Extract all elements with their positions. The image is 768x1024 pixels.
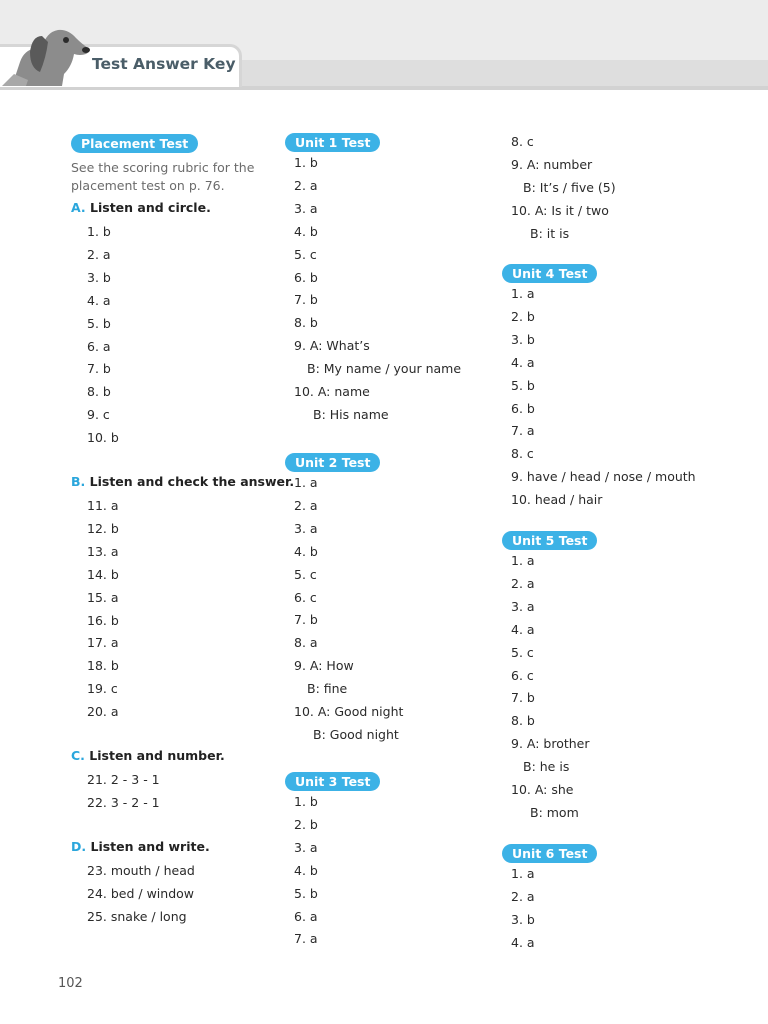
section-letter: B. — [71, 474, 86, 489]
answer-item: 7. b — [87, 361, 111, 377]
answer-item: 5. c — [294, 566, 317, 582]
answer-item: 10. b — [87, 430, 119, 446]
answer-item: 10. A: she — [511, 782, 574, 797]
section-title: Listen and write. — [86, 839, 210, 854]
section-letter: D. — [71, 839, 87, 854]
answer-item: 5. b — [511, 377, 535, 393]
answer-item: 3. a — [294, 839, 318, 855]
answer-item: 1. b — [294, 794, 318, 809]
unit-test-badge: Unit 6 Test — [502, 844, 597, 863]
answer-item: 7. b — [511, 690, 535, 706]
section-letter: C. — [71, 748, 85, 763]
answer-item: 16. b — [87, 612, 119, 628]
page-number: 102 — [58, 976, 83, 991]
answer-item: 9. c — [87, 407, 110, 423]
unit-test-badge: Unit 5 Test — [502, 531, 597, 550]
answer-item: 6. a — [294, 908, 318, 924]
section-title: Listen and check the answer. — [85, 474, 295, 489]
section-heading — [71, 748, 225, 763]
answer-item: 22. 3 - 2 - 1 — [87, 794, 160, 810]
answer-item: 1. a — [511, 553, 535, 568]
answer-item: 8. c — [511, 134, 534, 149]
answer-item: 3. a — [511, 598, 535, 614]
answer-item: B: My name / your name — [307, 361, 462, 377]
answer-item: 8. b — [511, 713, 535, 729]
placement-test-badge: Placement Test — [71, 134, 198, 153]
answer-item: 7. a — [294, 931, 318, 947]
answer-item: 13. a — [87, 543, 119, 559]
answer-item: 2. a — [294, 177, 318, 193]
answer-item: 3. b — [511, 911, 535, 927]
answer-item: 4. a — [87, 292, 111, 308]
answer-item: 4. a — [511, 621, 535, 637]
answer-item: 1. a — [294, 475, 318, 490]
answer-item: 8. b — [87, 384, 111, 400]
answer-item: 1. b — [294, 155, 318, 170]
answer-item: 8. b — [294, 315, 318, 331]
answer-item: 21. 2 - 3 - 1 — [87, 772, 160, 787]
answer-item: 1. a — [511, 866, 535, 881]
answer-item: 1. b — [87, 224, 111, 239]
section-letter: A. — [71, 200, 86, 215]
answer-item: 10. A: Is it / two — [511, 202, 609, 218]
answer-item: 20. a — [87, 704, 119, 720]
section-title: Listen and circle. — [85, 200, 211, 215]
scoring-note: See the scoring rubric for the placement test on p. 76. — [71, 160, 255, 193]
answer-item: 2. a — [511, 888, 535, 904]
answer-item: 2. a — [294, 497, 318, 513]
answer-item: 5. c — [294, 246, 317, 262]
answer-item: 17. a — [87, 635, 119, 651]
answer-item: 4. a — [511, 354, 535, 370]
unit-test-badge: Unit 2 Test — [285, 453, 380, 472]
answer-item: 14. b — [87, 566, 119, 582]
answer-item: 6. b — [294, 269, 318, 285]
answer-item: 12. b — [87, 520, 119, 536]
answer-item: 3. b — [87, 269, 111, 285]
answer-item: 19. c — [87, 681, 118, 697]
answer-item: 6. a — [87, 338, 111, 354]
answer-item: 9. have / head / nose / mouth — [511, 469, 696, 485]
answer-item: 9. A: number — [511, 156, 593, 172]
answer-item: 5. c — [511, 644, 534, 660]
answer-item: 23. mouth / head — [87, 863, 195, 878]
answer-item: 10. A: Good night — [294, 704, 404, 719]
answer-item: 4. b — [294, 543, 318, 559]
answer-item: 8. c — [511, 446, 534, 462]
answer-item: 2. a — [87, 246, 111, 262]
section-heading — [71, 474, 294, 489]
answer-item: 8. a — [294, 635, 318, 651]
answer-item: 11. a — [87, 498, 119, 513]
answer-item: 7. b — [294, 612, 318, 628]
answer-item: B: it is — [530, 225, 570, 241]
unit-test-badge: Unit 3 Test — [285, 772, 380, 791]
answer-item: 5. b — [87, 315, 111, 331]
answer-item: 2. b — [294, 816, 318, 832]
answer-item: 3. a — [294, 200, 318, 216]
answer-item: B: His name — [313, 406, 389, 422]
dog-mascot-icon — [2, 22, 94, 86]
answer-item: 10. head / hair — [511, 492, 603, 508]
answer-item: 6. c — [511, 667, 534, 683]
answer-item: 4. a — [511, 934, 535, 950]
answer-item: 25. snake / long — [87, 908, 187, 924]
answer-item: 2. a — [511, 575, 535, 591]
answer-item: 24. bed / window — [87, 885, 194, 901]
answer-item: 7. a — [511, 423, 535, 439]
unit-test-badge: Unit 4 Test — [502, 264, 597, 283]
answer-item: 3. a — [294, 520, 318, 536]
answer-item: 4. b — [294, 223, 318, 239]
answer-item: 9. A: brother — [511, 736, 590, 752]
answer-item: 9. A: How — [294, 658, 354, 674]
answer-item: 6. b — [511, 400, 535, 416]
answer-item: 6. c — [294, 589, 317, 605]
answer-item: 18. b — [87, 658, 119, 674]
answer-item: 7. b — [294, 292, 318, 308]
answer-item: B: fine — [307, 681, 348, 697]
answer-item: 1. a — [511, 286, 535, 301]
page-title: Test Answer Key — [92, 55, 236, 73]
answer-item: 9. A: What’s — [294, 338, 370, 354]
answer-item: 10. A: name — [294, 384, 370, 399]
section-heading — [71, 839, 210, 854]
answer-item: 15. a — [87, 589, 119, 605]
unit-test-badge: Unit 1 Test — [285, 133, 380, 152]
section-title: Listen and number. — [84, 748, 225, 763]
answer-item: 4. b — [294, 862, 318, 878]
answer-item: B: mom — [530, 804, 579, 820]
answer-item: 3. b — [511, 331, 535, 347]
section-heading — [71, 200, 211, 215]
answer-item: 2. b — [511, 308, 535, 324]
answer-item: B: he is — [523, 759, 570, 775]
answer-item: 5. b — [294, 885, 318, 901]
answer-item: B: Good night — [313, 726, 399, 742]
answer-item: B: It’s / five (5) — [523, 179, 616, 195]
